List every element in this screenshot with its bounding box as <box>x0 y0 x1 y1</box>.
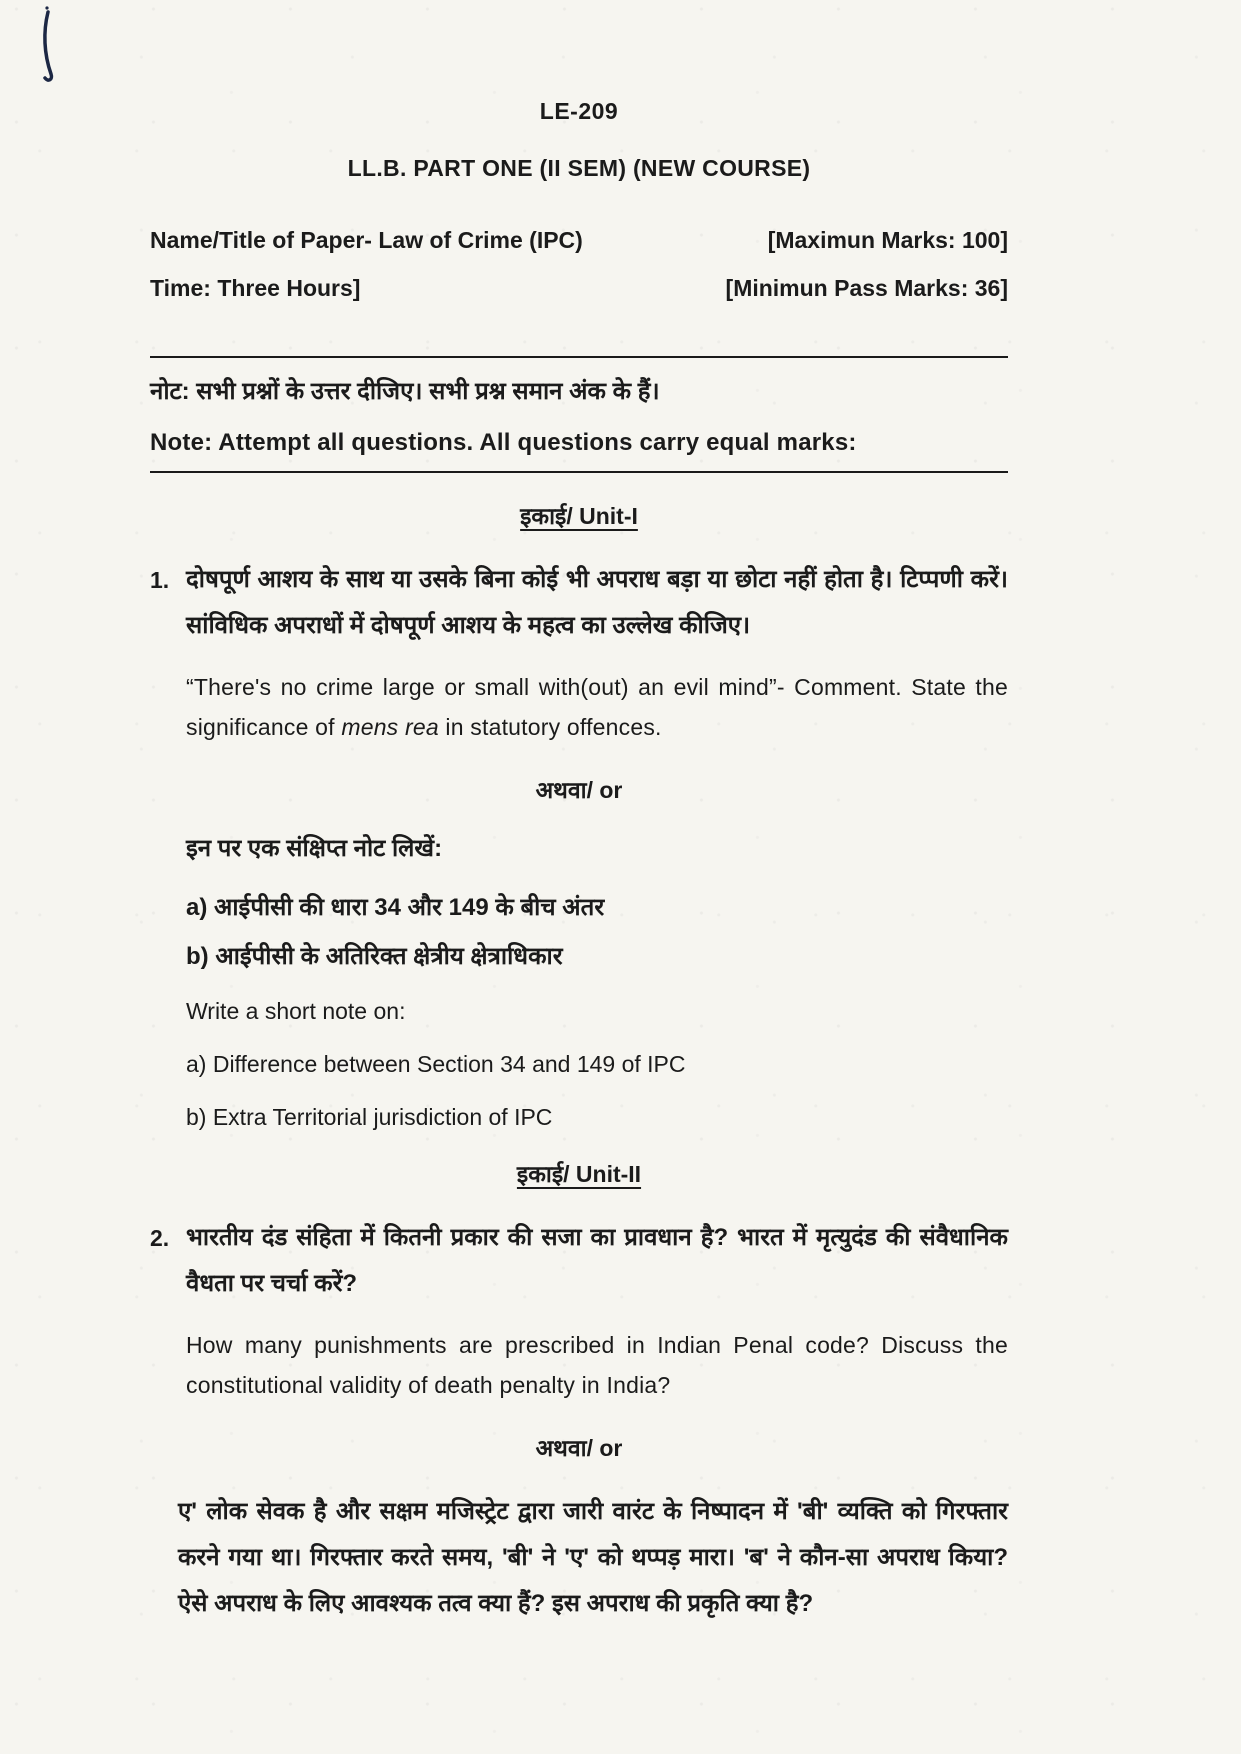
question-1 <box>150 557 1008 649</box>
pass-marks: [Minimun Pass Marks: 36] <box>725 275 1008 301</box>
unit1-alt-hindi-item-a: a) आईपीसी की धारा 34 और 149 के बीच अंतर <box>186 894 605 921</box>
question-2-hindi: भारतीय दंड संहिता में कितनी प्रकार की सजा का प्रावधान है? भारत में मृत्युदंड की संवैधानिक वैधता पर चर्चा करें? <box>186 1224 1008 1297</box>
question-2-number: 2. <box>150 1225 170 1251</box>
question-1-italic-term: mens rea <box>341 714 439 740</box>
divider-top <box>150 356 1008 358</box>
time-allowed: Time: Three Hours] <box>150 275 361 301</box>
unit1-alt-hindi-item-b: b) आईपीसी के अतिरिक्त क्षेत्रीय क्षेत्राधिकार <box>186 943 563 970</box>
unit2-heading <box>150 1157 1008 1189</box>
question-1-hindi: दोषपूर्ण आशय के साथ या उसके बिना कोई भी अपराध बड़ा या छोटा नहीं होता है। टिप्पणी करें। सांविधिक अपराधों में दोषपूर्ण आशय के महत्व का उल्लेख कीजिए। <box>186 566 1008 639</box>
question-1-english-post: in statutory offences. <box>438 714 662 740</box>
page-content <box>150 98 1008 1627</box>
question-1-number: 1. <box>150 567 170 593</box>
question-1-english <box>186 667 1008 747</box>
meta-row-1 <box>150 216 1008 264</box>
unit1-or-label: अथवा/ or <box>535 777 623 803</box>
unit1-heading <box>150 499 1008 531</box>
paper-title: Name/Title of Paper- Law of Crime (IPC) <box>150 227 583 253</box>
question-2 <box>150 1215 1008 1307</box>
unit1-heading-text: इकाई/ Unit-I <box>520 503 638 529</box>
unit1-alt-english-item-b: b) Extra Territorial jurisdiction of IPC <box>186 1104 553 1130</box>
unit1-alt-english-intro: Write a short note on: <box>186 998 406 1024</box>
note-hindi: नोट: सभी प्रश्नों के उत्तर दीजिए। सभी प्रश्न समान अंक के हैं। <box>150 378 660 405</box>
question-1-english-pre: “There's no crime large or small with(out) an evil mind”- Comment. State the significance of <box>186 674 1008 740</box>
course-title: LL.B. PART ONE (II SEM) (NEW COURSE) <box>347 155 811 181</box>
unit2-heading-text: इकाई/ Unit-II <box>516 1161 642 1187</box>
paper-code: LE-209 <box>539 98 619 124</box>
divider-bottom <box>150 471 1008 473</box>
note-english: Note: Attempt all questions. All questions carry equal marks: <box>150 429 857 456</box>
unit1-alt-hindi-intro: इन पर एक संक्षिप्त नोट लिखें: <box>186 835 443 862</box>
question-2-english: How many punishments are prescribed in Indian Penal code? Discuss the constitutional validity of death penalty in India? <box>186 1332 1008 1398</box>
meta-row-2 <box>150 264 1008 312</box>
unit1-alt-english-item-a: a) Difference between Section 34 and 149 of IPC <box>186 1051 686 1077</box>
unit2-or-label: अथवा/ or <box>535 1435 623 1461</box>
question-2-alt-hindi: ए' लोक सेवक है और सक्षम मजिस्ट्रेट द्वारा जारी वारंट के निष्पादन में 'बी' व्यक्ति को गिरफ्तार करने गया था। गिरफ्तार करते समय, 'बी' ने 'ए' को थप्पड़ मारा। 'ब' ने कौन-सा अपराध किया? ऐसे अपराध के लिए आवश्यक तत्व क्या हैं? इस अपराध की प्रकृति क्या है? <box>178 1498 1008 1617</box>
pen-mark <box>28 4 78 94</box>
max-marks: [Maximun Marks: 100] <box>767 227 1008 253</box>
